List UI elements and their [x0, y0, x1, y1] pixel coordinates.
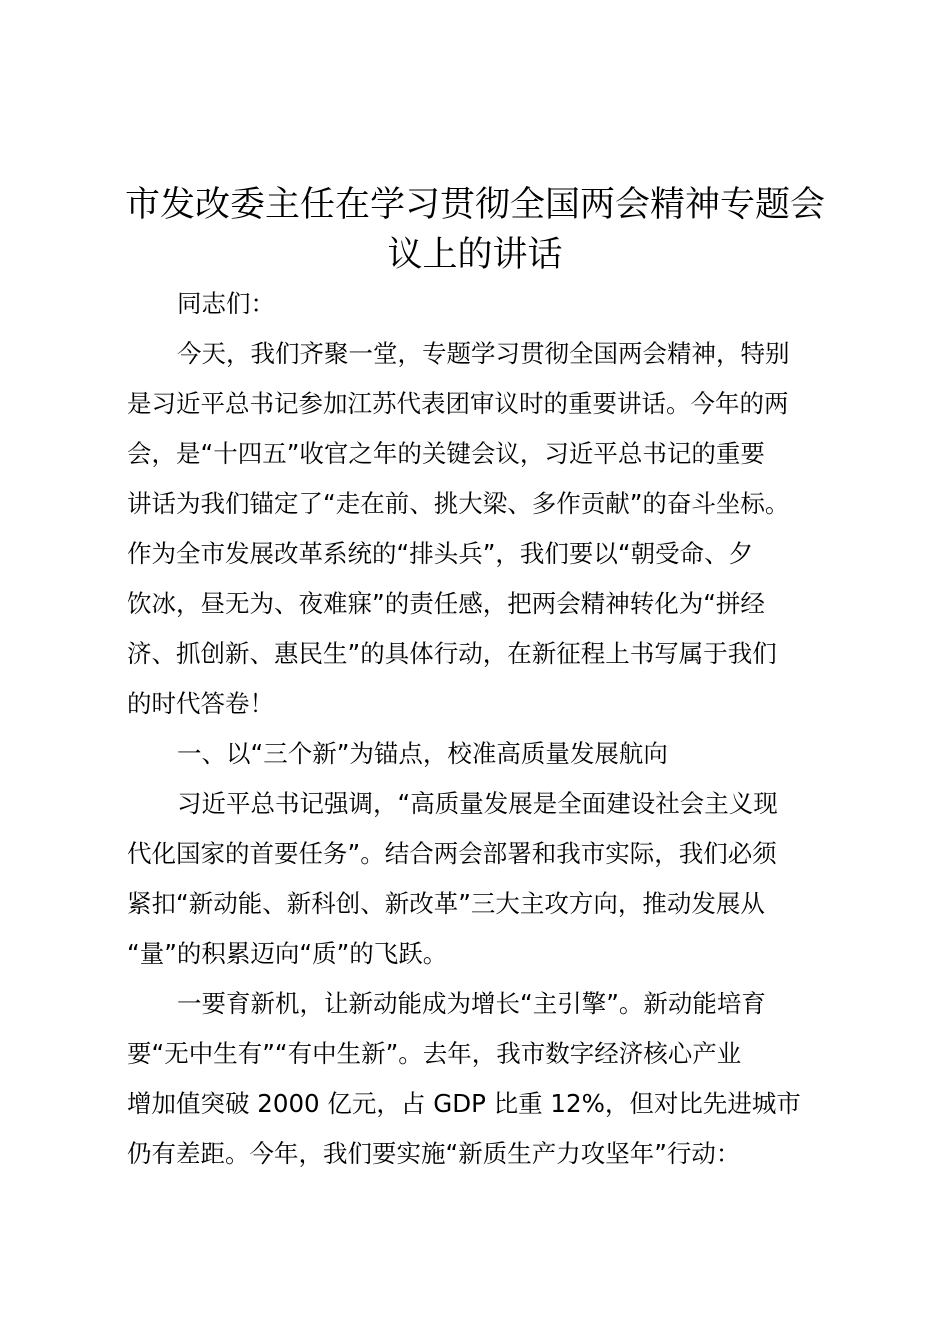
paragraph-line: 讲话为我们锚定了“走在前、挑大梁、多作贡献”的奋斗坐标。 [127, 489, 790, 518]
paragraph-emphasis [127, 779, 837, 979]
paragraph-line: 一要育新机，让新动能成为增长“主引擎”。新动能培育 [177, 989, 766, 1018]
section-heading [127, 729, 837, 779]
paragraph-line: 济、抓创新、惠民生”的具体行动，在新征程上书写属于我们 [127, 639, 777, 668]
paragraph-line: 饮冰，昼无为、夜难寐”的责任感，把两会精神转化为“拼经 [127, 589, 765, 618]
paragraph-line: 是习近平总书记参加江苏代表团审议时的重要讲话。今年的两 [127, 389, 789, 418]
paragraph-line: 增加值突破 2000 亿元，占 GDP 比重 12%，但对比先进城市 [127, 1089, 801, 1118]
paragraph-line: 习近平总书记强调，“高质量发展是全面建设社会主义现 [177, 789, 778, 818]
paragraph-intro [127, 329, 837, 729]
title-line: 议上的讲话 [387, 235, 563, 275]
paragraph-line: “量”的积累迈向“质”的飞跃。 [127, 939, 448, 968]
paragraph-line: 紧扣“新动能、新科创、新改革”三大主攻方向，推动发展从 [127, 889, 765, 918]
paragraph-line: 作为全市发展改革系统的“排头兵”，我们要以“朝受命、夕 [127, 539, 754, 568]
document-body [127, 279, 837, 1179]
title-line: 市发改委主任在学习贯彻全国两会精神专题会 [124, 185, 825, 225]
salutation: 同志们： [177, 289, 275, 318]
paragraph-line: 代化国家的首要任务”。结合两会部署和我市实际，我们必须 [127, 839, 777, 868]
paragraph-line: 要“无中生有”“有中生新”。去年，我市数字经济核心产业 [127, 1039, 742, 1068]
paragraph-line: 仍有差距。今年，我们要实施“新质生产力攻坚年”行动： [127, 1139, 741, 1168]
paragraph-line: 今天，我们齐聚一堂，专题学习贯彻全国两会精神，特别 [177, 339, 790, 368]
paragraph-new-momentum [127, 979, 837, 1179]
section-heading-line: 一、以“三个新”为锚点，校准高质量发展航向 [177, 739, 668, 768]
paragraph-line: 的时代答卷！ [127, 689, 274, 718]
document-title [100, 180, 850, 280]
paragraph-line: 会，是“十四五”收官之年的关键会议，习近平总书记的重要 [127, 439, 765, 468]
